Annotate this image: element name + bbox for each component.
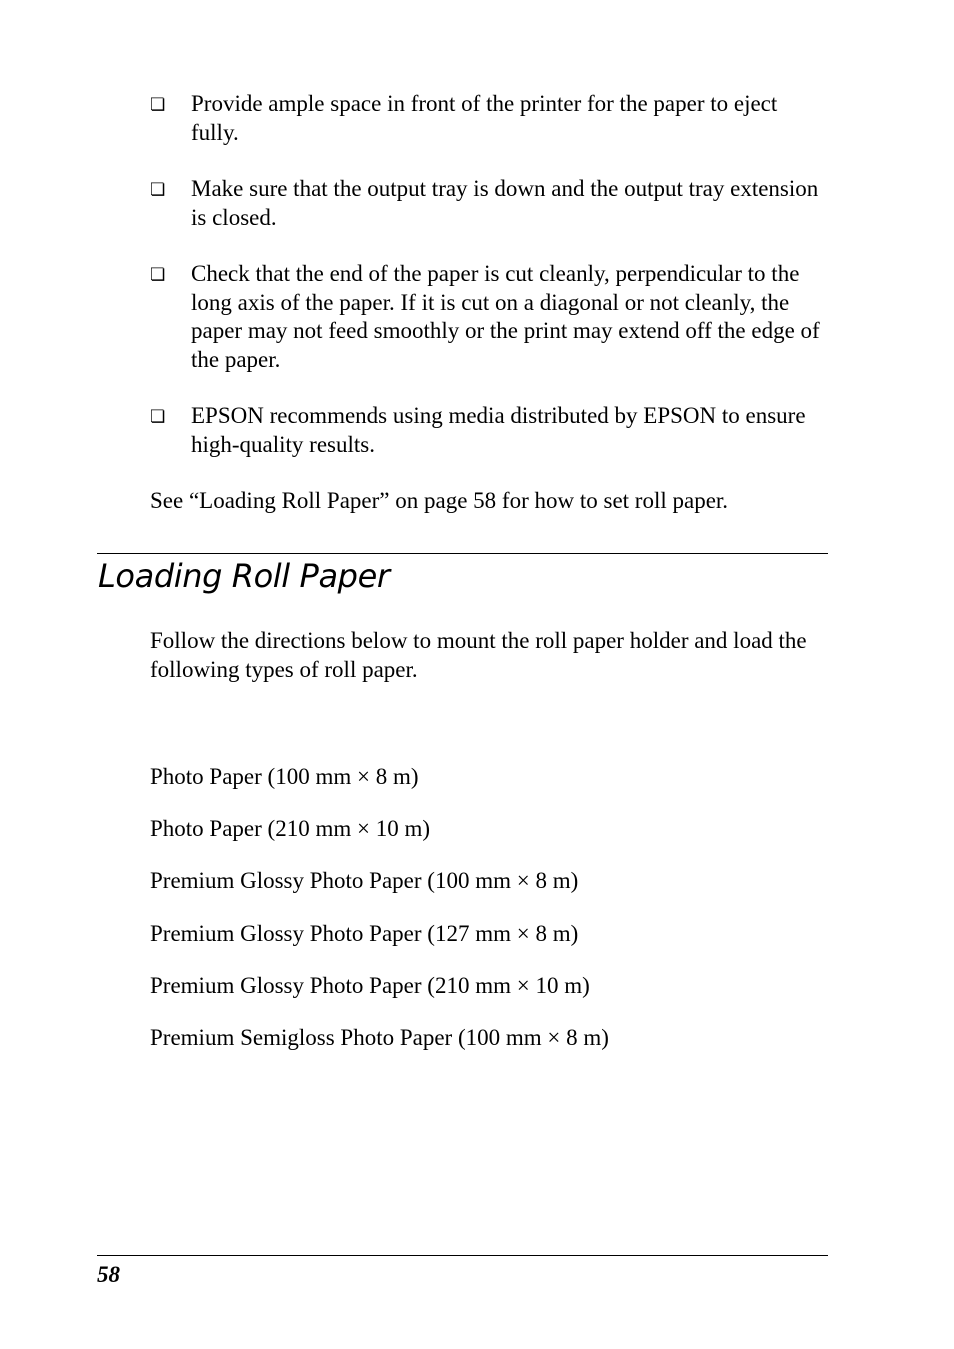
- footer-divider: [97, 1255, 828, 1256]
- section-intro: Follow the directions below to mount the roll paper holder and load the following types of roll paper.: [150, 628, 807, 682]
- bullet-item: [150, 90, 830, 147]
- paper-type-item: Premium Glossy Photo Paper (100 mm × 8 m): [150, 868, 579, 894]
- section-heading: Loading Roll Paper: [98, 557, 390, 595]
- bullet-item: [150, 175, 830, 232]
- checkbox-bullet-icon: ❏: [150, 180, 166, 200]
- bullet-item: [150, 260, 830, 374]
- page-number: 58: [97, 1262, 120, 1287]
- paper-type-item: Photo Paper (100 mm × 8 m): [150, 764, 419, 789]
- section-divider: [97, 553, 828, 554]
- bullet-text: Provide ample space in front of the printer for the paper to eject fully.: [191, 91, 778, 145]
- checkbox-bullet-icon: ❏: [150, 407, 166, 427]
- cross-reference-text: See “Loading Roll Paper” on page 58 for how to set roll paper.: [150, 488, 729, 513]
- bullet-item: [150, 402, 830, 459]
- checkbox-bullet-icon: ❏: [150, 265, 166, 285]
- bullet-text: Make sure that the output tray is down and the output tray extension is closed.: [191, 176, 819, 230]
- bullet-text: EPSON recommends using media distributed by EPSON to ensure high-quality results.: [191, 403, 806, 457]
- bullet-text: Check that the end of the paper is cut cleanly, perpendicular to the long axis of the paper. If it is cut on a diagonal or not cleanly, the paper may not feed smoothly or the print may extend off the edge of the paper.: [191, 261, 820, 372]
- paper-type-item: Premium Glossy Photo Paper (127 mm × 8 m): [150, 920, 579, 946]
- paper-type-item: Premium Semigloss Photo Paper (100 mm × 8 m): [150, 1024, 609, 1050]
- requirements-bullet-list: [150, 90, 830, 487]
- paper-type-item: Premium Glossy Photo Paper (210 mm × 10 m): [150, 972, 590, 998]
- paper-type-item: Photo Paper (210 mm × 10 m): [150, 816, 431, 842]
- checkbox-bullet-icon: ❏: [150, 95, 166, 115]
- roll-paper-types-list: [150, 763, 830, 1076]
